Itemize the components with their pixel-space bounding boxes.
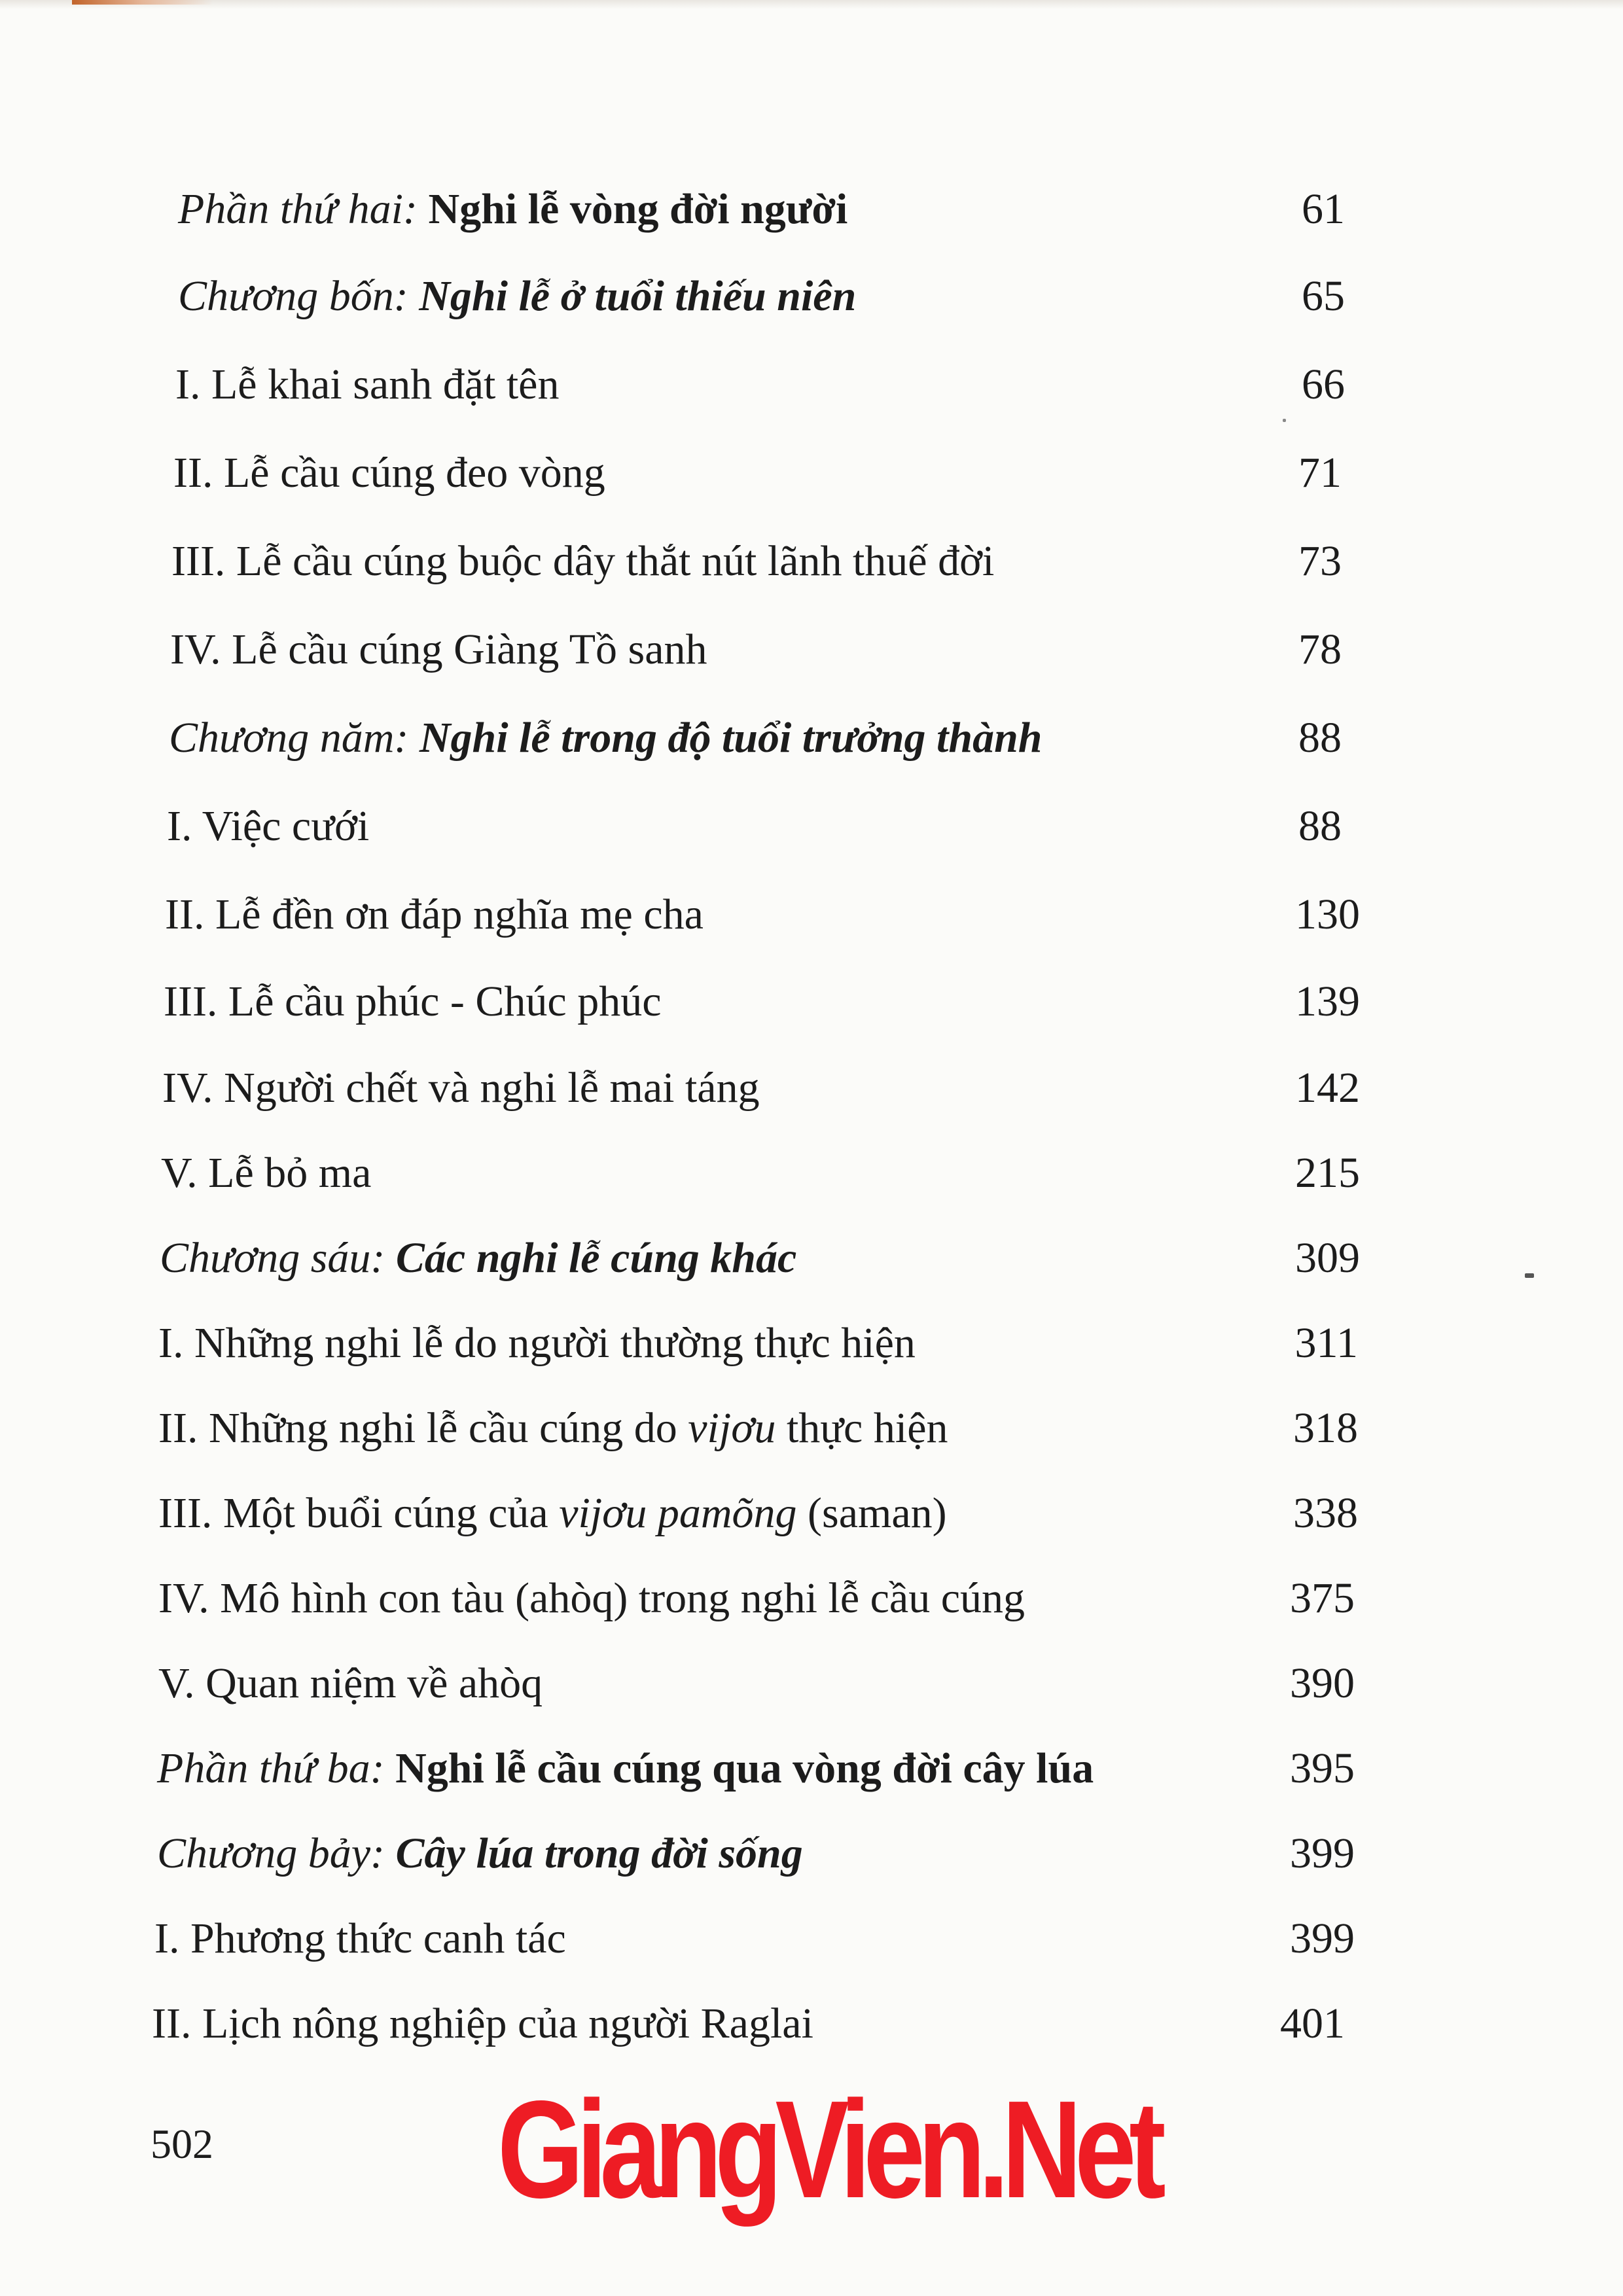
toc-entry-section: I. Lễ khai sanh đặt tên <box>175 361 560 408</box>
toc-chapter-label: Chương bốn: <box>178 272 419 320</box>
toc-section-text: II. Những nghi lễ cầu cúng do <box>158 1404 688 1452</box>
toc-entry-part <box>178 173 847 245</box>
page-number-footer: 502 <box>151 2121 213 2167</box>
toc-chapter-label: Chương năm: <box>169 714 419 762</box>
toc-section-text: III. Một buổi cúng của <box>158 1489 560 1537</box>
toc-row <box>0 349 1623 421</box>
toc-page-number: 399 <box>1290 1915 1355 1962</box>
toc-entry-section: IV. Mô hình con tàu (ahòq) trong nghi lễ cầu cúng <box>158 1574 1025 1622</box>
toc-row <box>0 1818 1623 1890</box>
toc-row <box>0 1052 1623 1124</box>
toc-row <box>0 614 1623 686</box>
toc-part-title: Nghi lễ vòng đời người <box>428 185 848 233</box>
toc-row <box>0 1477 1623 1549</box>
toc-section-text: (saman) <box>796 1489 947 1537</box>
toc-entry-section: II. Lịch nông nghiệp của người Raglai <box>152 2000 813 2047</box>
toc-section-text: thực hiện <box>776 1404 948 1452</box>
toc-row <box>0 1222 1623 1294</box>
toc-entry-section: III. Lễ cầu cúng buộc dây thắt nút lãnh thuế đời <box>171 537 995 585</box>
toc-page-number: 71 <box>1298 449 1342 497</box>
toc-chapter-title: Các nghi lễ cúng khác <box>395 1234 797 1282</box>
toc-page-number: 88 <box>1298 802 1342 850</box>
toc-page-number: 142 <box>1295 1064 1360 1112</box>
toc-row <box>0 1563 1623 1634</box>
toc-row <box>0 1137 1623 1209</box>
toc-page-number: 375 <box>1290 1574 1355 1622</box>
toc-entry-chapter <box>169 702 1042 774</box>
toc-row <box>0 525 1623 597</box>
toc-row <box>0 1392 1623 1464</box>
toc-entry-section <box>158 1392 948 1464</box>
toc-entry-section: I. Những nghi lễ do người thường thực hiện <box>158 1319 916 1367</box>
toc-page-number: 311 <box>1294 1319 1358 1367</box>
watermark-logo: GiangVien.Net <box>497 2072 1159 2227</box>
toc-row <box>0 437 1623 509</box>
toc-entry-section: IV. Người chết và nghi lễ mai táng <box>162 1064 760 1112</box>
scan-speck <box>1283 419 1286 422</box>
toc-page-number: 401 <box>1280 2000 1345 2047</box>
toc-page-number: 61 <box>1302 185 1345 233</box>
toc-row <box>0 1988 1623 2060</box>
toc-row <box>0 702 1623 774</box>
toc-row <box>0 1733 1623 1805</box>
toc-entry-section: V. Quan niệm về ahòq <box>158 1659 543 1707</box>
toc-entry-chapter <box>157 1818 803 1890</box>
toc-entry-section: II. Lễ cầu cúng đeo vòng <box>173 449 605 497</box>
toc-entry-chapter <box>178 260 856 332</box>
toc-page-number: 309 <box>1295 1234 1360 1282</box>
toc-chapter-title: Cây lúa trong đời sống <box>395 1829 803 1877</box>
toc-section-italic-term: vijơu pamõng <box>559 1489 797 1537</box>
toc-page-number: 139 <box>1295 978 1360 1025</box>
toc-entry-section: I. Việc cưới <box>167 802 370 850</box>
toc-chapter-label: Chương bảy: <box>157 1829 396 1877</box>
toc-section-italic-term: vijơu <box>688 1404 776 1452</box>
toc-row <box>0 1648 1623 1720</box>
toc-row <box>0 790 1623 862</box>
toc-page-number: 78 <box>1298 626 1342 673</box>
toc-chapter-label: Chương sáu: <box>160 1234 396 1282</box>
toc-chapter-title: Nghi lễ ở tuổi thiếu niên <box>419 272 857 320</box>
toc-chapter-title: Nghi lễ trong độ tuổi trưởng thành <box>419 714 1043 762</box>
toc-row <box>0 966 1623 1038</box>
toc-entry-part <box>157 1733 1094 1805</box>
toc-entry-section: I. Phương thức canh tác <box>154 1915 566 1962</box>
toc-row <box>0 260 1623 332</box>
toc-entry-section: III. Lễ cầu phúc - Chúc phúc <box>164 978 662 1025</box>
toc-page-number: 390 <box>1290 1659 1355 1707</box>
toc-page-number: 395 <box>1290 1744 1355 1792</box>
scan-speck <box>1525 1273 1534 1278</box>
toc-row <box>0 1903 1623 1975</box>
toc-part-title: Nghi lễ cầu cúng qua vòng đời cây lúa <box>395 1744 1094 1792</box>
toc-part-label: Phần thứ hai: <box>178 185 429 233</box>
toc-row <box>0 879 1623 951</box>
toc-page-number: 73 <box>1298 537 1342 585</box>
toc-page-number: 130 <box>1295 891 1360 938</box>
toc-entry-section: V. Lễ bỏ ma <box>161 1149 372 1197</box>
toc-row <box>0 1307 1623 1379</box>
toc-part-label: Phần thứ ba: <box>157 1744 396 1792</box>
toc-row <box>0 173 1623 245</box>
toc-page-number: 215 <box>1295 1149 1360 1197</box>
toc-entry-section: II. Lễ đền ơn đáp nghĩa mẹ cha <box>165 891 704 938</box>
toc-page-number: 66 <box>1302 361 1345 408</box>
toc-entry-section <box>158 1477 947 1549</box>
toc-page-number: 318 <box>1293 1404 1358 1452</box>
toc-entry-section: IV. Lễ cầu cúng Giàng Tồ sanh <box>170 626 707 673</box>
toc-page-number: 65 <box>1302 272 1345 320</box>
toc-page-number: 399 <box>1290 1829 1355 1877</box>
toc-page-number: 338 <box>1293 1489 1358 1537</box>
toc-entry-chapter <box>160 1222 796 1294</box>
toc-page-number: 88 <box>1298 714 1342 762</box>
